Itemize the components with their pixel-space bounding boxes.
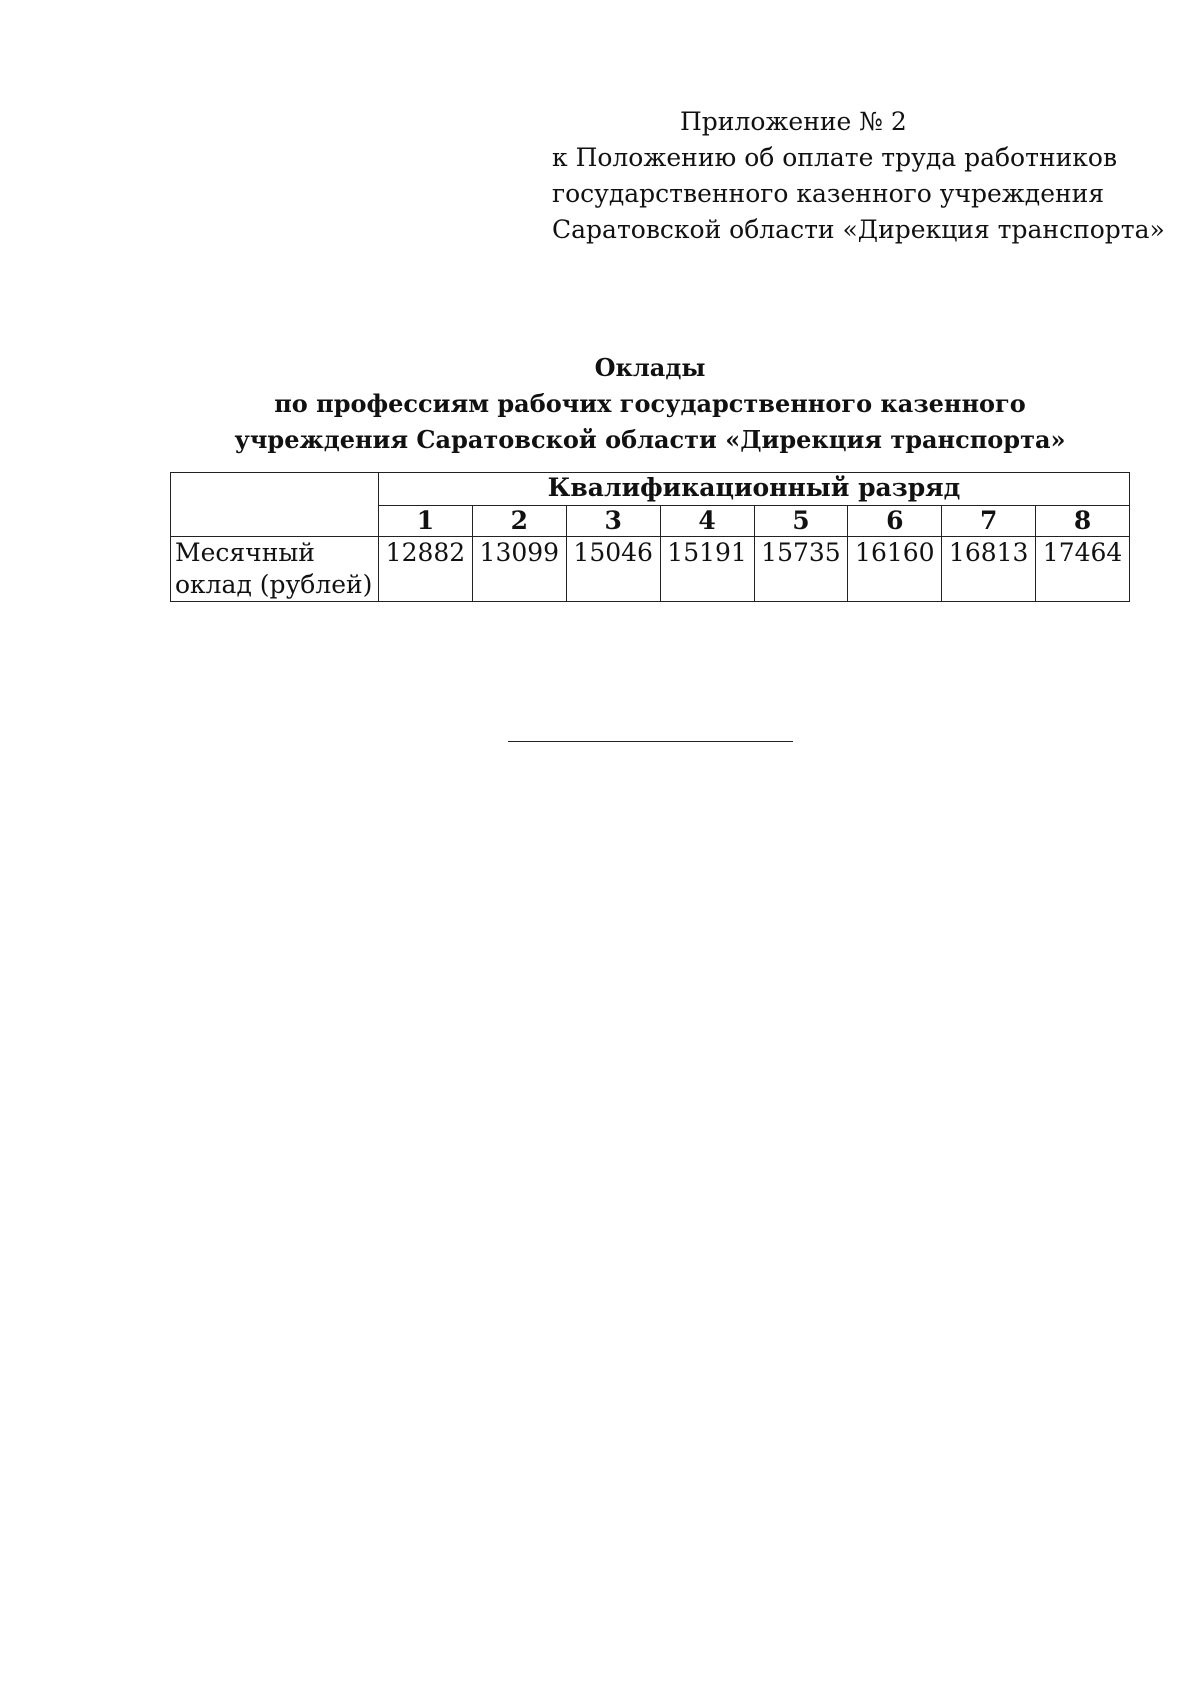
grade-cell: 6 [848, 506, 942, 537]
appendix-header [552, 104, 1165, 248]
grade-cell: 4 [660, 506, 754, 537]
grade-cell: 2 [472, 506, 566, 537]
salary-value-cell: 15735 [754, 537, 848, 602]
title-line: Оклады [594, 353, 706, 382]
salary-value-cell: 12882 [379, 537, 473, 602]
document-title [0, 350, 1200, 458]
appendix-line: Саратовской области «Дирекция транспорта» [552, 215, 1165, 244]
grade-cell: 3 [566, 506, 660, 537]
grade-cell: 1 [379, 506, 473, 537]
grade-cell: 8 [1036, 506, 1130, 537]
salary-row [171, 537, 1130, 602]
appendix-line: Приложение № 2 [680, 107, 907, 136]
title-line: по профессиям рабочих государственного казенного [274, 389, 1026, 418]
salary-value-cell: 17464 [1036, 537, 1130, 602]
salary-value-cell: 15191 [660, 537, 754, 602]
salary-value-cell: 16160 [848, 537, 942, 602]
end-divider [508, 741, 793, 742]
row-label-line: Месячный [175, 538, 315, 567]
qualification-grade-header: Квалификационный разряд [379, 473, 1130, 506]
table-header-row [171, 473, 1130, 506]
grade-cell: 5 [754, 506, 848, 537]
salary-table [170, 472, 1130, 602]
row-label-line: оклад (рублей) [175, 570, 373, 599]
grade-cell: 7 [942, 506, 1036, 537]
salary-value-cell: 13099 [472, 537, 566, 602]
appendix-line: к Положению об оплате труда работников [552, 143, 1118, 172]
salary-row-label [171, 537, 379, 602]
appendix-line: государственного казенного учреждения [552, 179, 1105, 208]
salary-value-cell: 16813 [942, 537, 1036, 602]
title-line: учреждения Саратовской области «Дирекция транспорта» [234, 425, 1066, 454]
table-corner-cell [171, 473, 379, 537]
salary-value-cell: 15046 [566, 537, 660, 602]
